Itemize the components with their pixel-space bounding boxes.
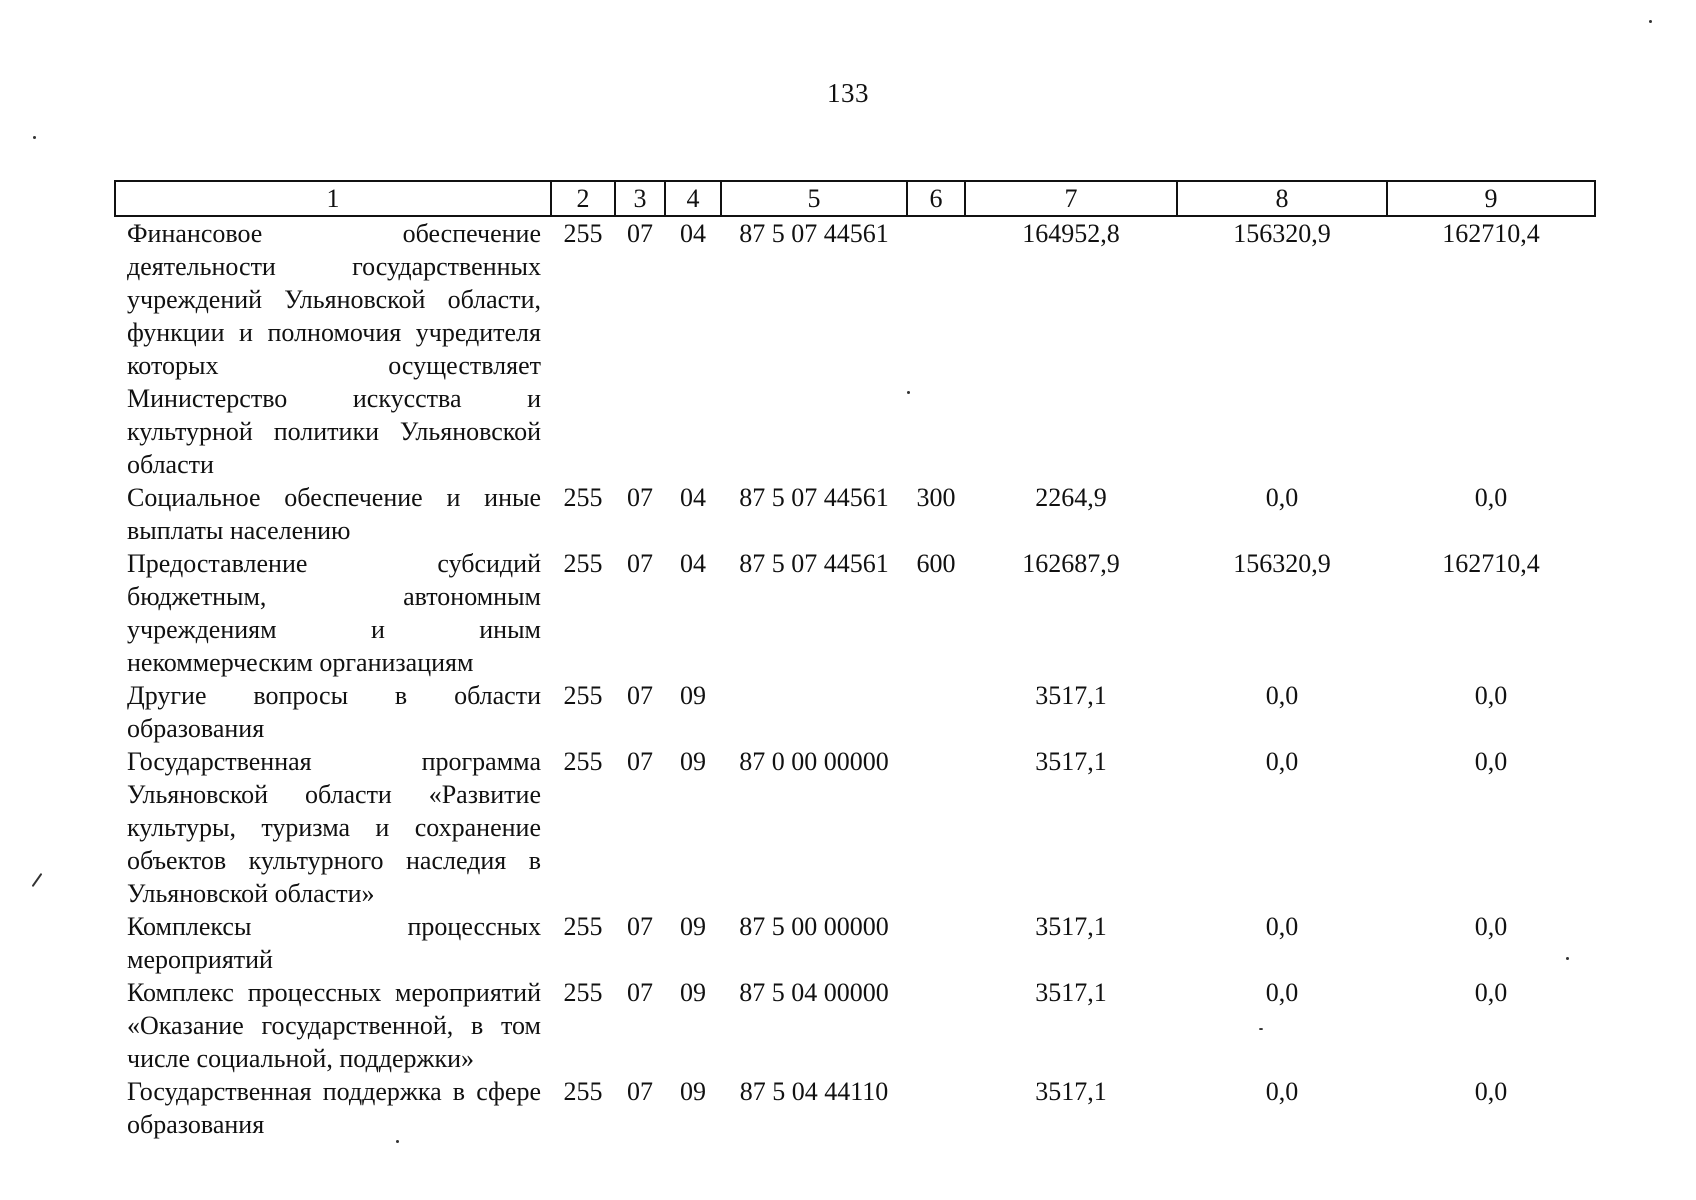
row-col-4: 04 <box>680 219 706 248</box>
row-col-5 <box>721 679 907 745</box>
row-col-8: 0,0 <box>1265 483 1299 512</box>
row-col-4: 09 <box>680 1077 706 1106</box>
row-col-7: 3517,1 <box>1035 747 1107 776</box>
row-name: Другие вопросы в области образования <box>127 681 541 743</box>
row-col-5: 87 5 04 00000 <box>739 978 889 1007</box>
row-col-9: 0,0 <box>1474 681 1508 710</box>
row-col-5: 87 5 07 44561 <box>739 483 889 512</box>
row-col-2: 255 <box>563 747 603 776</box>
row-col-2: 255 <box>563 1077 603 1106</box>
row-col-5: 87 5 07 44561 <box>739 219 889 248</box>
scan-speck <box>1649 20 1652 23</box>
table-row <box>115 976 1595 1075</box>
row-col-6 <box>907 976 965 1075</box>
row-col-3: 07 <box>627 549 653 578</box>
row-col-6: 600 <box>916 549 956 578</box>
row-col-4: 04 <box>680 549 706 578</box>
table-row <box>115 679 1595 745</box>
row-col-5: 87 5 04 44110 <box>739 1077 889 1106</box>
row-col-8: 0,0 <box>1265 978 1299 1007</box>
row-col-6 <box>907 910 965 976</box>
row-name: Социальное обеспечение и иные выплаты населению <box>127 483 541 545</box>
row-col-7: 162687,9 <box>1022 549 1120 578</box>
scan-speck <box>907 391 910 394</box>
row-col-8: 156320,9 <box>1233 219 1331 248</box>
row-name: Комплексы процессных мероприятий <box>127 912 541 974</box>
row-col-9: 0,0 <box>1474 483 1508 512</box>
row-col-6 <box>907 745 965 910</box>
row-col-4: 09 <box>680 747 706 776</box>
row-col-5: 87 5 07 44561 <box>739 549 889 578</box>
row-col-6 <box>907 679 965 745</box>
row-col-4: 09 <box>680 681 706 710</box>
row-col-9: 0,0 <box>1474 1077 1508 1106</box>
row-col-7: 2264,9 <box>1035 483 1107 512</box>
row-col-3: 07 <box>627 747 653 776</box>
row-col-7: 3517,1 <box>1035 912 1107 941</box>
row-col-3: 07 <box>627 483 653 512</box>
row-col-3: 07 <box>627 912 653 941</box>
row-col-4: 09 <box>680 978 706 1007</box>
table-row <box>115 481 1595 547</box>
table-row <box>115 910 1595 976</box>
row-col-6 <box>907 216 965 481</box>
row-col-9: 162710,4 <box>1442 549 1540 578</box>
row-col-2: 255 <box>563 549 603 578</box>
row-col-3: 07 <box>627 1077 653 1106</box>
row-col-9: 0,0 <box>1474 978 1508 1007</box>
row-col-2: 255 <box>563 978 603 1007</box>
row-col-5: 87 5 00 00000 <box>739 912 889 941</box>
row-col-8: 156320,9 <box>1233 549 1331 578</box>
budget-table <box>114 180 1596 1141</box>
row-col-3: 07 <box>627 219 653 248</box>
row-col-3: 07 <box>627 681 653 710</box>
row-col-2: 255 <box>563 483 603 512</box>
header-col-9: 9 <box>1387 181 1595 216</box>
header-col-5: 5 <box>721 181 907 216</box>
table-body <box>115 216 1595 1141</box>
row-col-8: 0,0 <box>1265 912 1299 941</box>
row-col-6: 300 <box>916 483 956 512</box>
row-col-4: 09 <box>680 912 706 941</box>
row-name: Государственная поддержка в сфере образования <box>127 1077 541 1139</box>
row-col-3: 07 <box>627 978 653 1007</box>
row-col-2: 255 <box>563 681 603 710</box>
scan-speck <box>1566 957 1569 960</box>
header-col-6: 6 <box>907 181 965 216</box>
header-row <box>115 181 1595 216</box>
header-col-7: 7 <box>965 181 1177 216</box>
row-name: Финансовое обеспечение деятельности государственных учреждений Ульяновской области, функции и полномочия учредителя которых осуществляет Министерство искусства и культурной политики Ульяновской области <box>127 219 541 479</box>
row-col-2: 255 <box>563 912 603 941</box>
scan-speck <box>396 1140 399 1143</box>
row-col-9: 0,0 <box>1474 747 1508 776</box>
row-name: Комплекс процессных мероприятий «Оказание государственной, в том числе социальной, поддержки» <box>127 978 541 1073</box>
header-col-8: 8 <box>1177 181 1387 216</box>
row-col-7: 3517,1 <box>1035 1077 1107 1106</box>
scan-speck <box>32 873 43 887</box>
row-col-9: 0,0 <box>1474 912 1508 941</box>
scan-speck <box>1259 1028 1263 1030</box>
row-col-8: 0,0 <box>1265 1077 1299 1106</box>
row-col-2: 255 <box>563 219 603 248</box>
row-col-8: 0,0 <box>1265 681 1299 710</box>
table-row <box>115 547 1595 679</box>
row-name: Государственная программа Ульяновской области «Развитие культуры, туризма и сохранение объектов культурного наследия в Ульяновской области» <box>127 747 541 908</box>
row-col-7: 3517,1 <box>1035 978 1107 1007</box>
header-col-3: 3 <box>615 181 665 216</box>
header-col-2: 2 <box>551 181 615 216</box>
row-col-5: 87 0 00 00000 <box>739 747 889 776</box>
scan-speck <box>33 136 36 139</box>
row-col-4: 04 <box>680 483 706 512</box>
table-row <box>115 1075 1595 1141</box>
row-col-9: 162710,4 <box>1442 219 1540 248</box>
table-row <box>115 216 1595 481</box>
row-col-6 <box>907 1075 965 1141</box>
header-col-1: 1 <box>115 181 551 216</box>
row-col-8: 0,0 <box>1265 747 1299 776</box>
row-name: Предоставление субсидий бюджетным, автономным учреждениям и иным некоммерческим организациям <box>127 549 541 677</box>
page-number: 133 <box>827 78 869 108</box>
header-col-4: 4 <box>665 181 721 216</box>
row-col-7: 164952,8 <box>1022 219 1120 248</box>
table-row <box>115 745 1595 910</box>
row-col-7: 3517,1 <box>1035 681 1107 710</box>
table-header <box>115 181 1595 216</box>
